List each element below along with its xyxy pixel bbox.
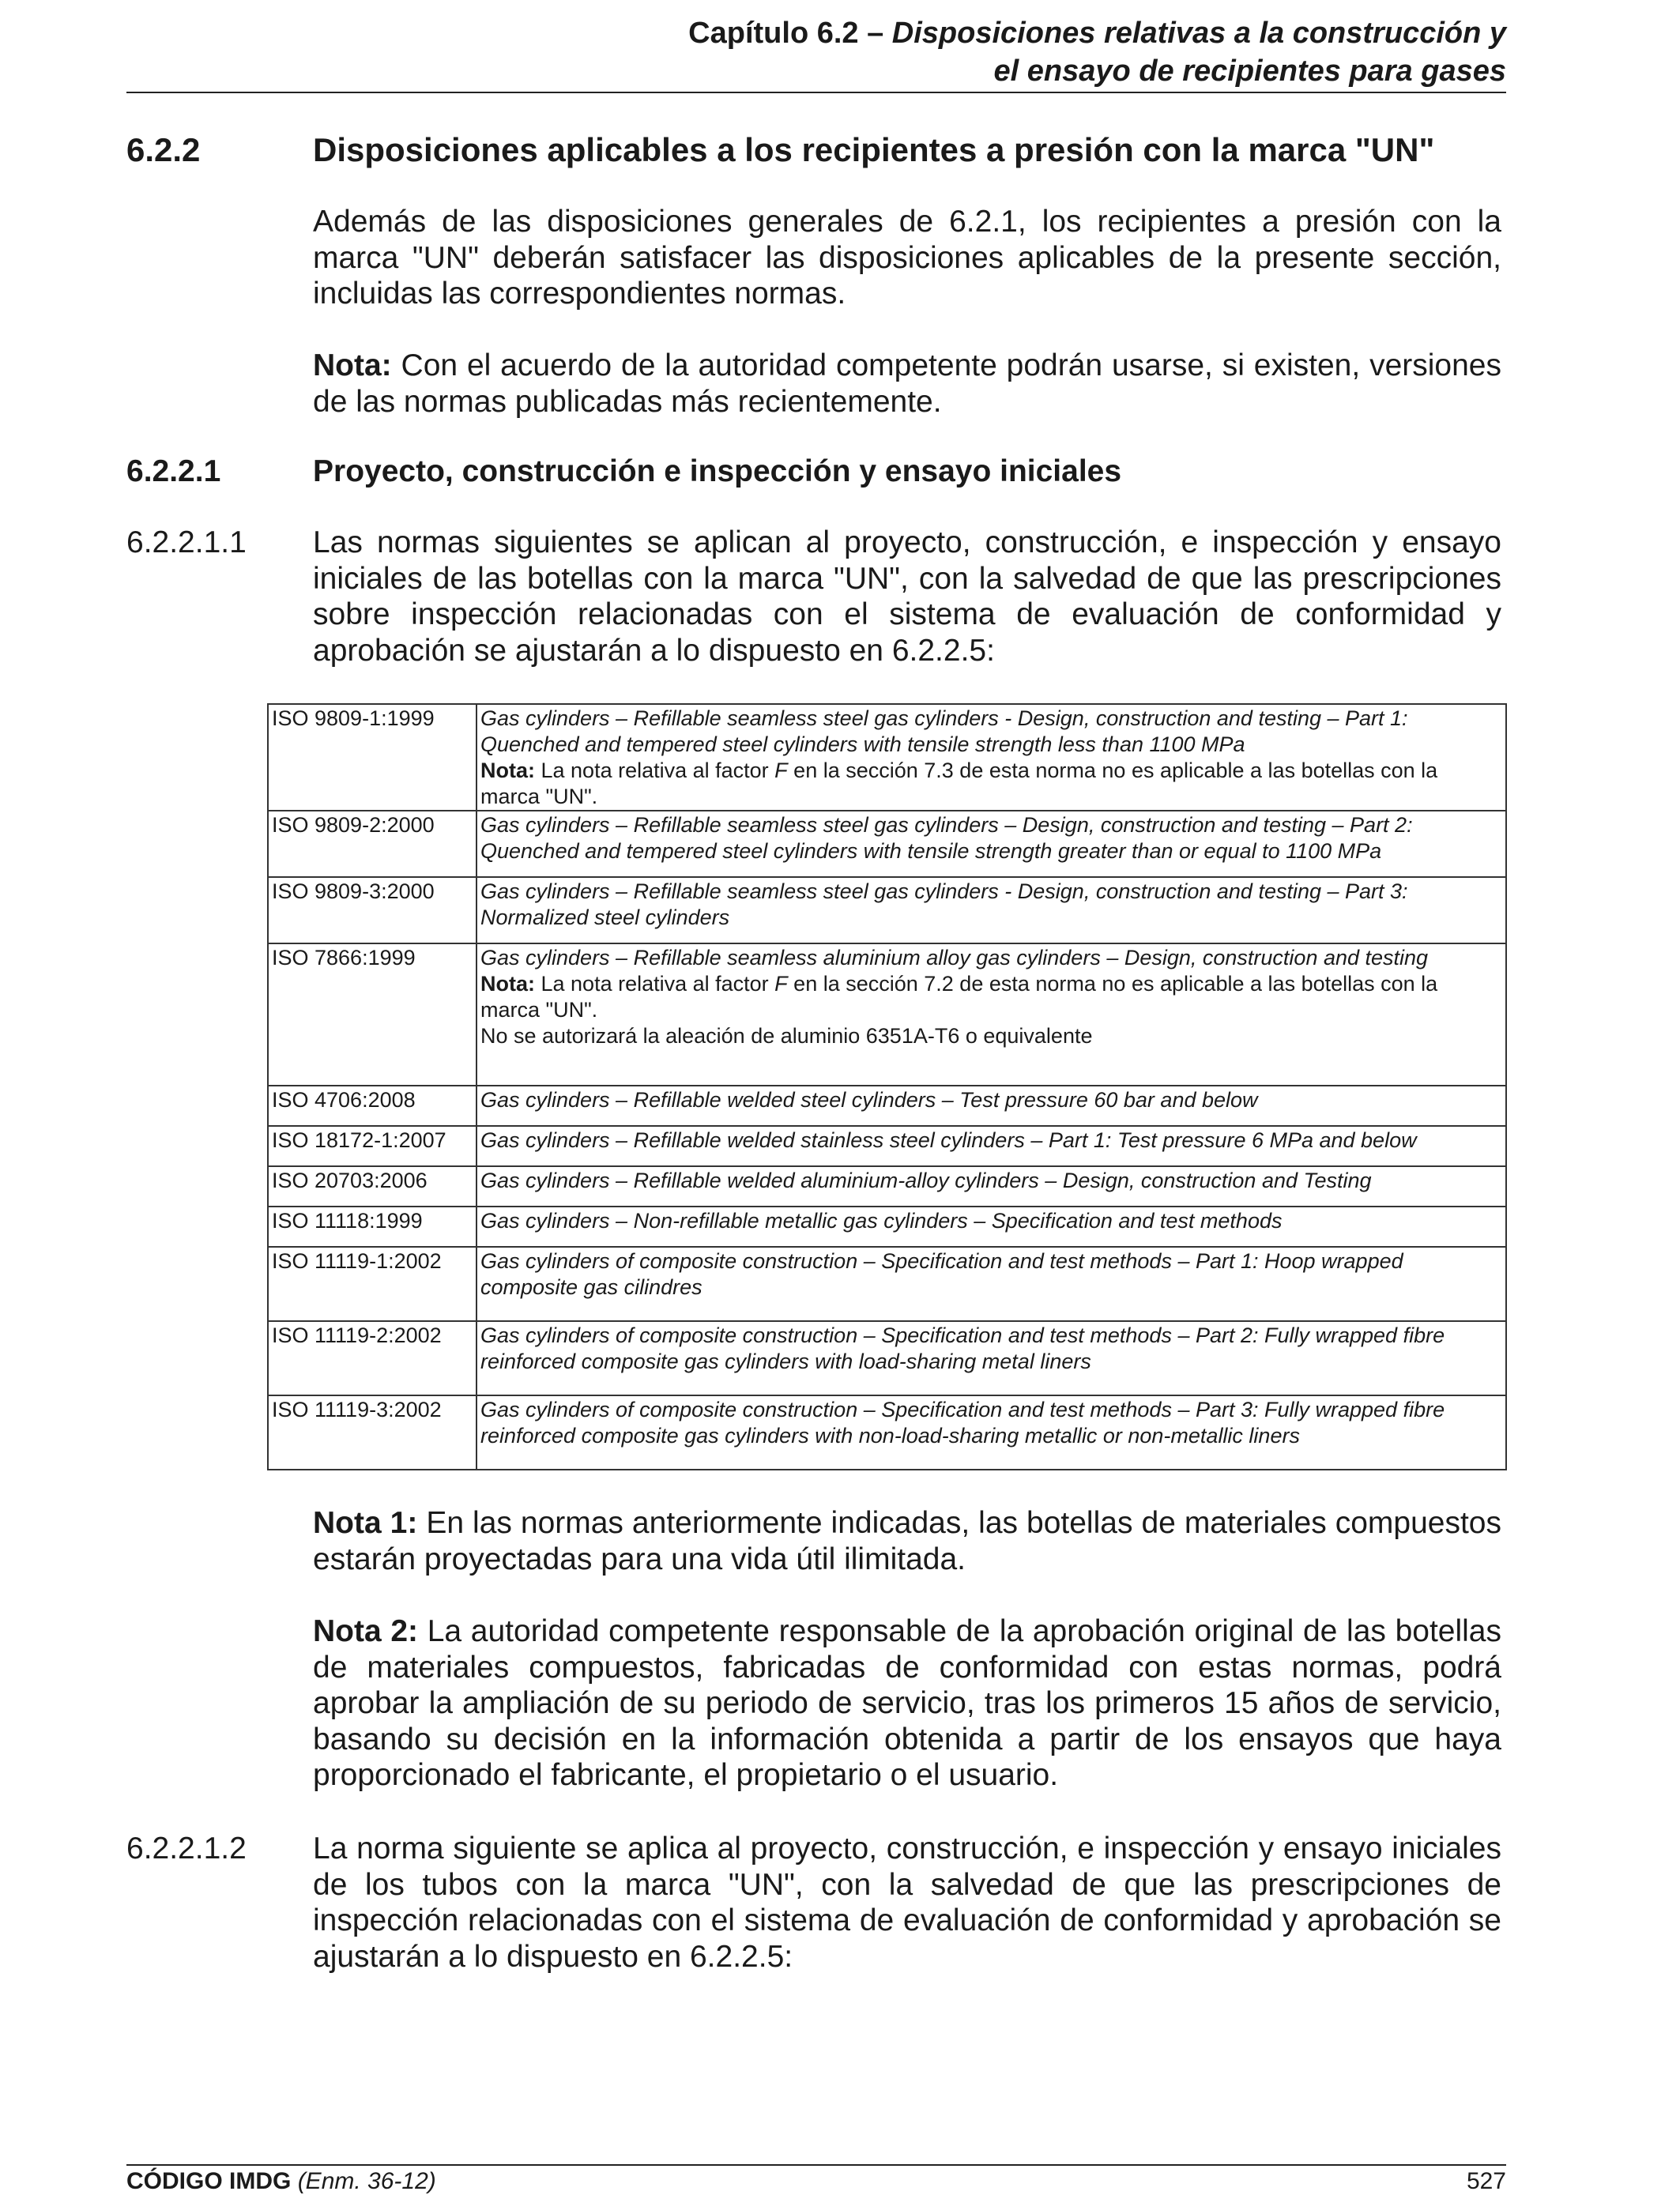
note-2-text: La autoridad competente responsable de la aprobación original de las botellas de materiales compuestos, fabricadas de conformidad con estas normas, podrá aprobar la ampliación de su periodo de servicio, tras los primeros 15 años de servicio, basando su decisión en la información obtenida a partir de los ensayos que haya proporcionado el fabricante, el propietario o el usuario.	[313, 1614, 1501, 1792]
note-2-label: Nota 2:	[313, 1614, 419, 1648]
standard-title: Gas cylinders – Refillable seamless steel gas cylinders - Design, construction and testing – Part 3: Normalized steel cylinders	[480, 879, 1408, 929]
standard-description	[477, 1126, 1506, 1166]
standard-code: ISO 4706:2008	[268, 1086, 477, 1126]
standard-code: ISO 9809-2:2000	[268, 811, 477, 877]
section-number-6-2-2: 6.2.2	[126, 131, 201, 168]
standard-description	[477, 1395, 1506, 1470]
table-row	[268, 943, 1506, 1086]
standard-code: ISO 11119-3:2002	[268, 1395, 477, 1470]
table-row	[268, 811, 1506, 877]
section-6-2-2-1-2-paragraph: La norma siguiente se aplica al proyecto, construcción, e inspección y ensayo iniciales de los tubos con la marca "UN", con la salvedad de que las prescripciones de inspección relacionadas con el sistema de evaluación de conformidad y aprobación se ajustarán a lo dispuesto en 6.2.2.5:	[313, 1832, 1501, 1974]
note-2	[313, 1613, 1501, 1794]
standard-description	[477, 1166, 1506, 1207]
note-text: Con el acuerdo de la autoridad competente podrán usarse, si existen, versiones de las normas publicadas más recientemente.	[313, 348, 1501, 419]
standard-description	[477, 704, 1506, 811]
standard-note: Nota: La nota relativa al factor F en la sección 7.2 de esta norma no es aplicable a las botellas con la marca "UN".	[480, 972, 1438, 1022]
table-row	[268, 1395, 1506, 1470]
standard-code: ISO 20703:2006	[268, 1166, 477, 1207]
standard-description	[477, 1247, 1506, 1321]
chapter-title-line-1: Disposiciones relativas a la construcción y	[891, 17, 1506, 50]
section-6-2-2-1-1-paragraph: Las normas siguientes se aplican al proyecto, construcción, e inspección y ensayo iniciales de las botellas con la marca "UN", con la salvedad de que las prescripciones sobre inspección relacionadas con el sistema de evaluación de conformidad y aprobación se ajustarán a lo dispuesto en 6.2.2.5:	[313, 525, 1501, 668]
standard-code: ISO 11119-2:2002	[268, 1321, 477, 1395]
standard-code: ISO 18172-1:2007	[268, 1126, 477, 1166]
standard-note: Nota: La nota relativa al factor F en la sección 7.3 de esta norma no es aplicable a las botellas con la marca "UN".	[480, 759, 1438, 808]
table-row	[268, 1166, 1506, 1207]
standard-extra-note: No se autorizará la aleación de aluminio 6351A-T6 o equivalente	[480, 1024, 1093, 1048]
footer-document-name	[126, 2168, 436, 2195]
note-1	[313, 1505, 1501, 1577]
header-rule	[126, 92, 1506, 93]
standard-code: ISO 11118:1999	[268, 1207, 477, 1247]
section-title-6-2-2-1: Proyecto, construcción e inspección y ensayo iniciales	[313, 454, 1122, 488]
header-line-1: Capítulo 6.2 – Disposiciones relativas a la construcción y	[688, 17, 1506, 50]
running-header	[126, 14, 1506, 90]
standard-code: ISO 9809-1:1999	[268, 704, 477, 811]
standard-title: Gas cylinders of composite construction – Specification and test methods – Part 2: Fully wrapped fibre reinforced composite gas cylinders with load-sharing metal liners	[480, 1323, 1445, 1373]
note-1-label: Nota 1:	[313, 1506, 418, 1540]
standard-description	[477, 1207, 1506, 1247]
section-number-6-2-2-1: 6.2.2.1	[126, 454, 221, 488]
standard-description	[477, 1086, 1506, 1126]
standard-title: Gas cylinders of composite construction – Specification and test methods – Part 1: Hoop wrapped composite gas cilindres	[480, 1249, 1403, 1299]
section-6-2-2-note	[313, 348, 1501, 420]
standard-title: Gas cylinders – Refillable seamless steel gas cylinders - Design, construction and testing – Part 1: Quenched and tempered steel cylinders with tensile strength less than 1100 MPa	[480, 706, 1408, 756]
standard-title: Gas cylinders – Refillable seamless steel gas cylinders – Design, construction and testing – Part 2: Quenched and tempered steel cylinders with tensile strength greater than or equal to 1100 MPa	[480, 813, 1413, 863]
section-6-2-2-paragraph: Además de las disposiciones generales de 6.2.1, los recipientes a presión con la marca "UN" deberán satisfacer las disposiciones aplicables de la presente sección, incluidas las correspondientes normas.	[313, 205, 1501, 311]
page-number: 527	[1466, 2168, 1506, 2194]
footer-rule	[126, 2164, 1506, 2166]
standard-title: Gas cylinders – Refillable welded stainless steel cylinders – Part 1: Test pressure 6 MPa and below	[480, 1128, 1417, 1152]
code-name: CÓDIGO IMDG	[126, 2168, 292, 2194]
table-row	[268, 1086, 1506, 1126]
table-row	[268, 1207, 1506, 1247]
standard-code: ISO 9809-3:2000	[268, 877, 477, 943]
table-row	[268, 704, 1506, 811]
chapter-number: Capítulo 6.2	[688, 17, 859, 50]
standard-description	[477, 877, 1506, 943]
note-1-text: En las normas anteriormente indicadas, las botellas de materiales compuestos estarán proyectadas para una vida útil ilimitada.	[313, 1506, 1501, 1576]
standard-code: ISO 11119-1:2002	[268, 1247, 477, 1321]
table-row	[268, 1126, 1506, 1166]
section-title-6-2-2: Disposiciones aplicables a los recipientes a presión con la marca "UN"	[313, 131, 1435, 168]
table-row	[268, 1247, 1506, 1321]
standards-table	[267, 703, 1507, 1470]
standard-title: Gas cylinders – Refillable welded steel cylinders – Test pressure 60 bar and below	[480, 1088, 1258, 1112]
standard-description	[477, 1321, 1506, 1395]
table-row	[268, 1321, 1506, 1395]
section-number-6-2-2-1-1: 6.2.2.1.1	[126, 525, 247, 559]
standard-title: Gas cylinders – Non-refillable metallic gas cylinders – Specification and test methods	[480, 1209, 1283, 1233]
standard-description	[477, 943, 1506, 1086]
standard-title: Gas cylinders – Refillable welded aluminium-alloy cylinders – Design, construction and Testing	[480, 1169, 1372, 1192]
standard-title: Gas cylinders – Refillable seamless aluminium alloy gas cylinders – Design, construction and testing	[480, 946, 1429, 969]
standard-description	[477, 811, 1506, 877]
standard-title: Gas cylinders of composite construction – Specification and test methods – Part 3: Fully wrapped fibre reinforced composite gas cylinders with non-load-sharing metallic or non-metallic liners	[480, 1398, 1445, 1448]
table-row	[268, 877, 1506, 943]
standard-code: ISO 7866:1999	[268, 943, 477, 1086]
chapter-title-line-2: el ensayo de recipientes para gases	[993, 55, 1506, 88]
section-number-6-2-2-1-2: 6.2.2.1.2	[126, 1832, 247, 1866]
amendment: (Enm. 36-12)	[297, 2168, 436, 2194]
note-label: Nota:	[313, 348, 392, 382]
